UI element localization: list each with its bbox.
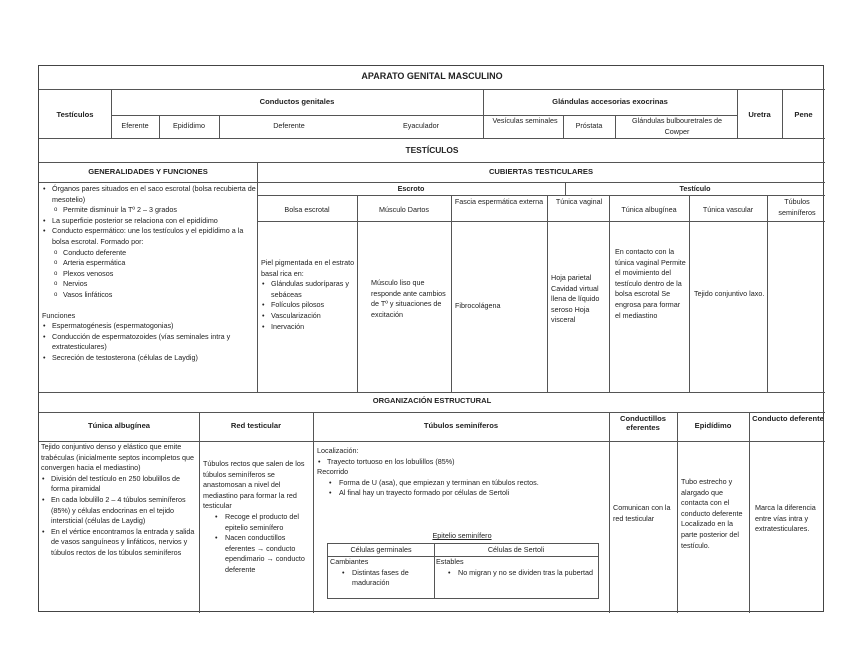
- org-header-red: Red testicular: [230, 421, 282, 430]
- tubulos-rec-item: • Al final hay un trayecto formado por células de Sertoli: [317, 488, 607, 499]
- epitelio-sertoli-content: [436, 557, 596, 578]
- org-epididimo-content: Tubo estrecho y alargado que contacta con el conducto deferente Localizado en la parte posterior del testículo.: [681, 477, 743, 550]
- gen-subitem: o Plexos venosos: [42, 269, 256, 280]
- epitelio-title: Epitelio seminífero: [432, 531, 492, 540]
- cubiertas-heading: CUBIERTAS TESTICULARES: [488, 167, 594, 176]
- epitelio-cambiantes: Cambiantes: [330, 557, 369, 566]
- vascular-content: Tejido conjuntivo laxo.: [694, 289, 765, 298]
- albuginea-content: En contacto con la túnica vaginal Permite el movimiento del testículo dentro de la bolsa escrotal Se engrosa para formar el mediastino: [615, 247, 686, 320]
- org-header-albuginea: Túnica albugínea: [87, 421, 151, 430]
- org-header-tubulos: Túbulos seminíferos: [423, 421, 499, 430]
- vaginal-content: Hoja parietal Cavidad virtual llena de líquido seroso Hoja visceral: [551, 273, 600, 325]
- col-tunica-vaginal: Túnica vaginal: [555, 197, 603, 206]
- gen-subitem: o Nervios: [42, 279, 256, 290]
- gen-subitem: o Permite disminuir la Tº 2 – 3 grados: [42, 205, 256, 216]
- org-red-item: • Recoge el producto del epitelio seminífero: [203, 512, 311, 533]
- col-tunica-vascular: Túnica vascular: [702, 205, 754, 214]
- epitelio-cambiantes-item: • Distintas fases de maduración: [330, 568, 432, 589]
- section-testiculos: TESTÍCULOS: [405, 145, 459, 155]
- funciones-label: Funciones: [42, 310, 76, 320]
- epitelio-estables-item: • No migran y no se dividen tras la pubertad: [436, 568, 596, 579]
- org-red-item: • Nacen conductillos eferentes → conducto ependimario → conducto deferente: [203, 533, 311, 575]
- bolsa-item: • Folículos pilosos: [261, 300, 355, 311]
- org-red-content: [203, 459, 311, 576]
- generalidades-heading: GENERALIDADES Y FUNCIONES: [88, 167, 208, 176]
- header-testiculos: Testículos: [56, 110, 94, 119]
- org-red-intro: Túbulos rectos que salen de los túbulos seminíferos se anastomosan a nivel del mediastino para formar la red testicular: [203, 459, 305, 511]
- org-albuginea-content: [41, 442, 197, 559]
- org-albuginea-item: • División del testículo en 250 lobulillos de forma piramidal: [41, 474, 197, 495]
- col-tunica-albuginea: Túnica albugínea: [621, 205, 677, 214]
- gen-item: • Órganos pares situados en el saco escrotal (bolsa recubierta de mesotelio): [42, 184, 256, 205]
- funcion-item: • Conducción de espermatozoides (vías seminales intra y extratesticulares): [42, 332, 256, 353]
- sub-vesiculas: Vesículas seminales: [492, 116, 558, 125]
- header-conductos-genitales: Conductos genitales: [259, 97, 335, 106]
- epitelio-table: [327, 543, 599, 599]
- sub-eferente: Eferente: [121, 121, 149, 130]
- document-title: APARATO GENITAL MASCULINO: [361, 71, 503, 81]
- generalidades-list: [42, 184, 256, 364]
- org-header-epididimo: Epidídimo: [694, 421, 732, 430]
- cubiertas-escroto: Escroto: [397, 184, 425, 193]
- tubulos-localizacion-label: Localización:: [317, 446, 359, 455]
- gen-subitem: o Vasos linfáticos: [42, 290, 256, 301]
- col-fascia: Fascia espermática externa: [454, 197, 544, 206]
- org-albuginea-item: • En cada lobulillo 2 – 4 túbulos seminíferos (85%) y células endocrinas en el tejido intersticial (células de Laydig): [41, 495, 197, 527]
- gen-item: • Conducto espermático: une los testículos y el epidídimo a la bolsa escrotal. Formado por:: [42, 226, 256, 247]
- funcion-item: • Secreción de testosterona (células de Laydig): [42, 353, 256, 364]
- bolsa-escrotal-content: [261, 258, 355, 332]
- epitelio-estables: Estables: [436, 557, 464, 566]
- col-bolsa-escrotal: Bolsa escrotal: [284, 205, 330, 214]
- gen-subitem: o Conducto deferente: [42, 248, 256, 259]
- gen-subitem: o Arteria espermática: [42, 258, 256, 269]
- cubiertas-testiculo: Testículo: [679, 184, 711, 193]
- org-albuginea-intro: Tejido conjuntivo denso y elástico que emite trabéculas (inicialmente septos incompletos que convergen hacia el mediastino): [41, 442, 195, 473]
- tubulos-rec-item: • Forma de U (asa), que empiezan y terminan en túbulos rectos.: [317, 478, 607, 489]
- sub-prostata: Próstata: [575, 121, 603, 130]
- org-albuginea-item: • En el vértice encontramos la entrada y salida de vasos sanguíneos y linfáticos, nervios y túbulos rectos de los túbulos seminíferos: [41, 527, 197, 559]
- fascia-content: Fibrocolágena: [455, 301, 501, 310]
- tubulos-loc-item: • Trayecto tortuoso en los lobulillos (85%): [317, 457, 607, 468]
- org-header-conductillos: Conductillos eferentes: [620, 414, 666, 432]
- funcion-item: • Espermatogénesis (espermatogonias): [42, 321, 256, 332]
- sub-epididimo: Epidídimo: [173, 121, 205, 130]
- org-header-deferente: Conducto deferente: [752, 414, 824, 423]
- bolsa-item: • Vascularización: [261, 311, 355, 322]
- col-tubulos-seminiferos: Túbulos seminíferos: [778, 197, 816, 217]
- org-conductillos-content: Comunican con la red testicular: [613, 503, 671, 523]
- epitelio-germinales: Células germinales: [350, 545, 412, 554]
- bolsa-intro: Piel pigmentada en el estrato basal rica en:: [261, 258, 355, 278]
- document-page: [38, 65, 824, 612]
- sub-deferente: Deferente: [273, 121, 305, 130]
- org-tubulos-content: [317, 446, 607, 499]
- org-deferente-content: Marca la diferencia entre vías intra y extratesticulares.: [755, 503, 816, 534]
- epitelio-germinales-content: [330, 557, 432, 589]
- dartos-content: Músculo liso que responde ante cambios de Tº y situaciones de excitación: [371, 278, 446, 319]
- tubulos-recorrido-label: Recorrido: [317, 467, 349, 477]
- epitelio-sertoli: Células de Sertoli: [487, 545, 545, 554]
- col-musculo-dartos: Músculo Dartos: [379, 205, 429, 214]
- section-organizacion: ORGANIZACIÓN ESTRUCTURAL: [372, 396, 492, 405]
- header-glandulas-accesorias: Glándulas accesorias exocrinas: [552, 97, 668, 106]
- sub-bulbouretrales: Glándulas bulbouretrales de Cowper: [632, 116, 722, 136]
- bolsa-item: • Inervación: [261, 322, 355, 333]
- header-uretra: Uretra: [748, 110, 771, 119]
- header-pene: Pene: [794, 110, 813, 119]
- gen-item: • La superficie posterior se relaciona con el epidídimo: [42, 216, 256, 227]
- bolsa-item: • Glándulas sudoríparas y sebáceas: [261, 279, 355, 300]
- sub-eyaculador: Eyaculador: [403, 121, 439, 130]
